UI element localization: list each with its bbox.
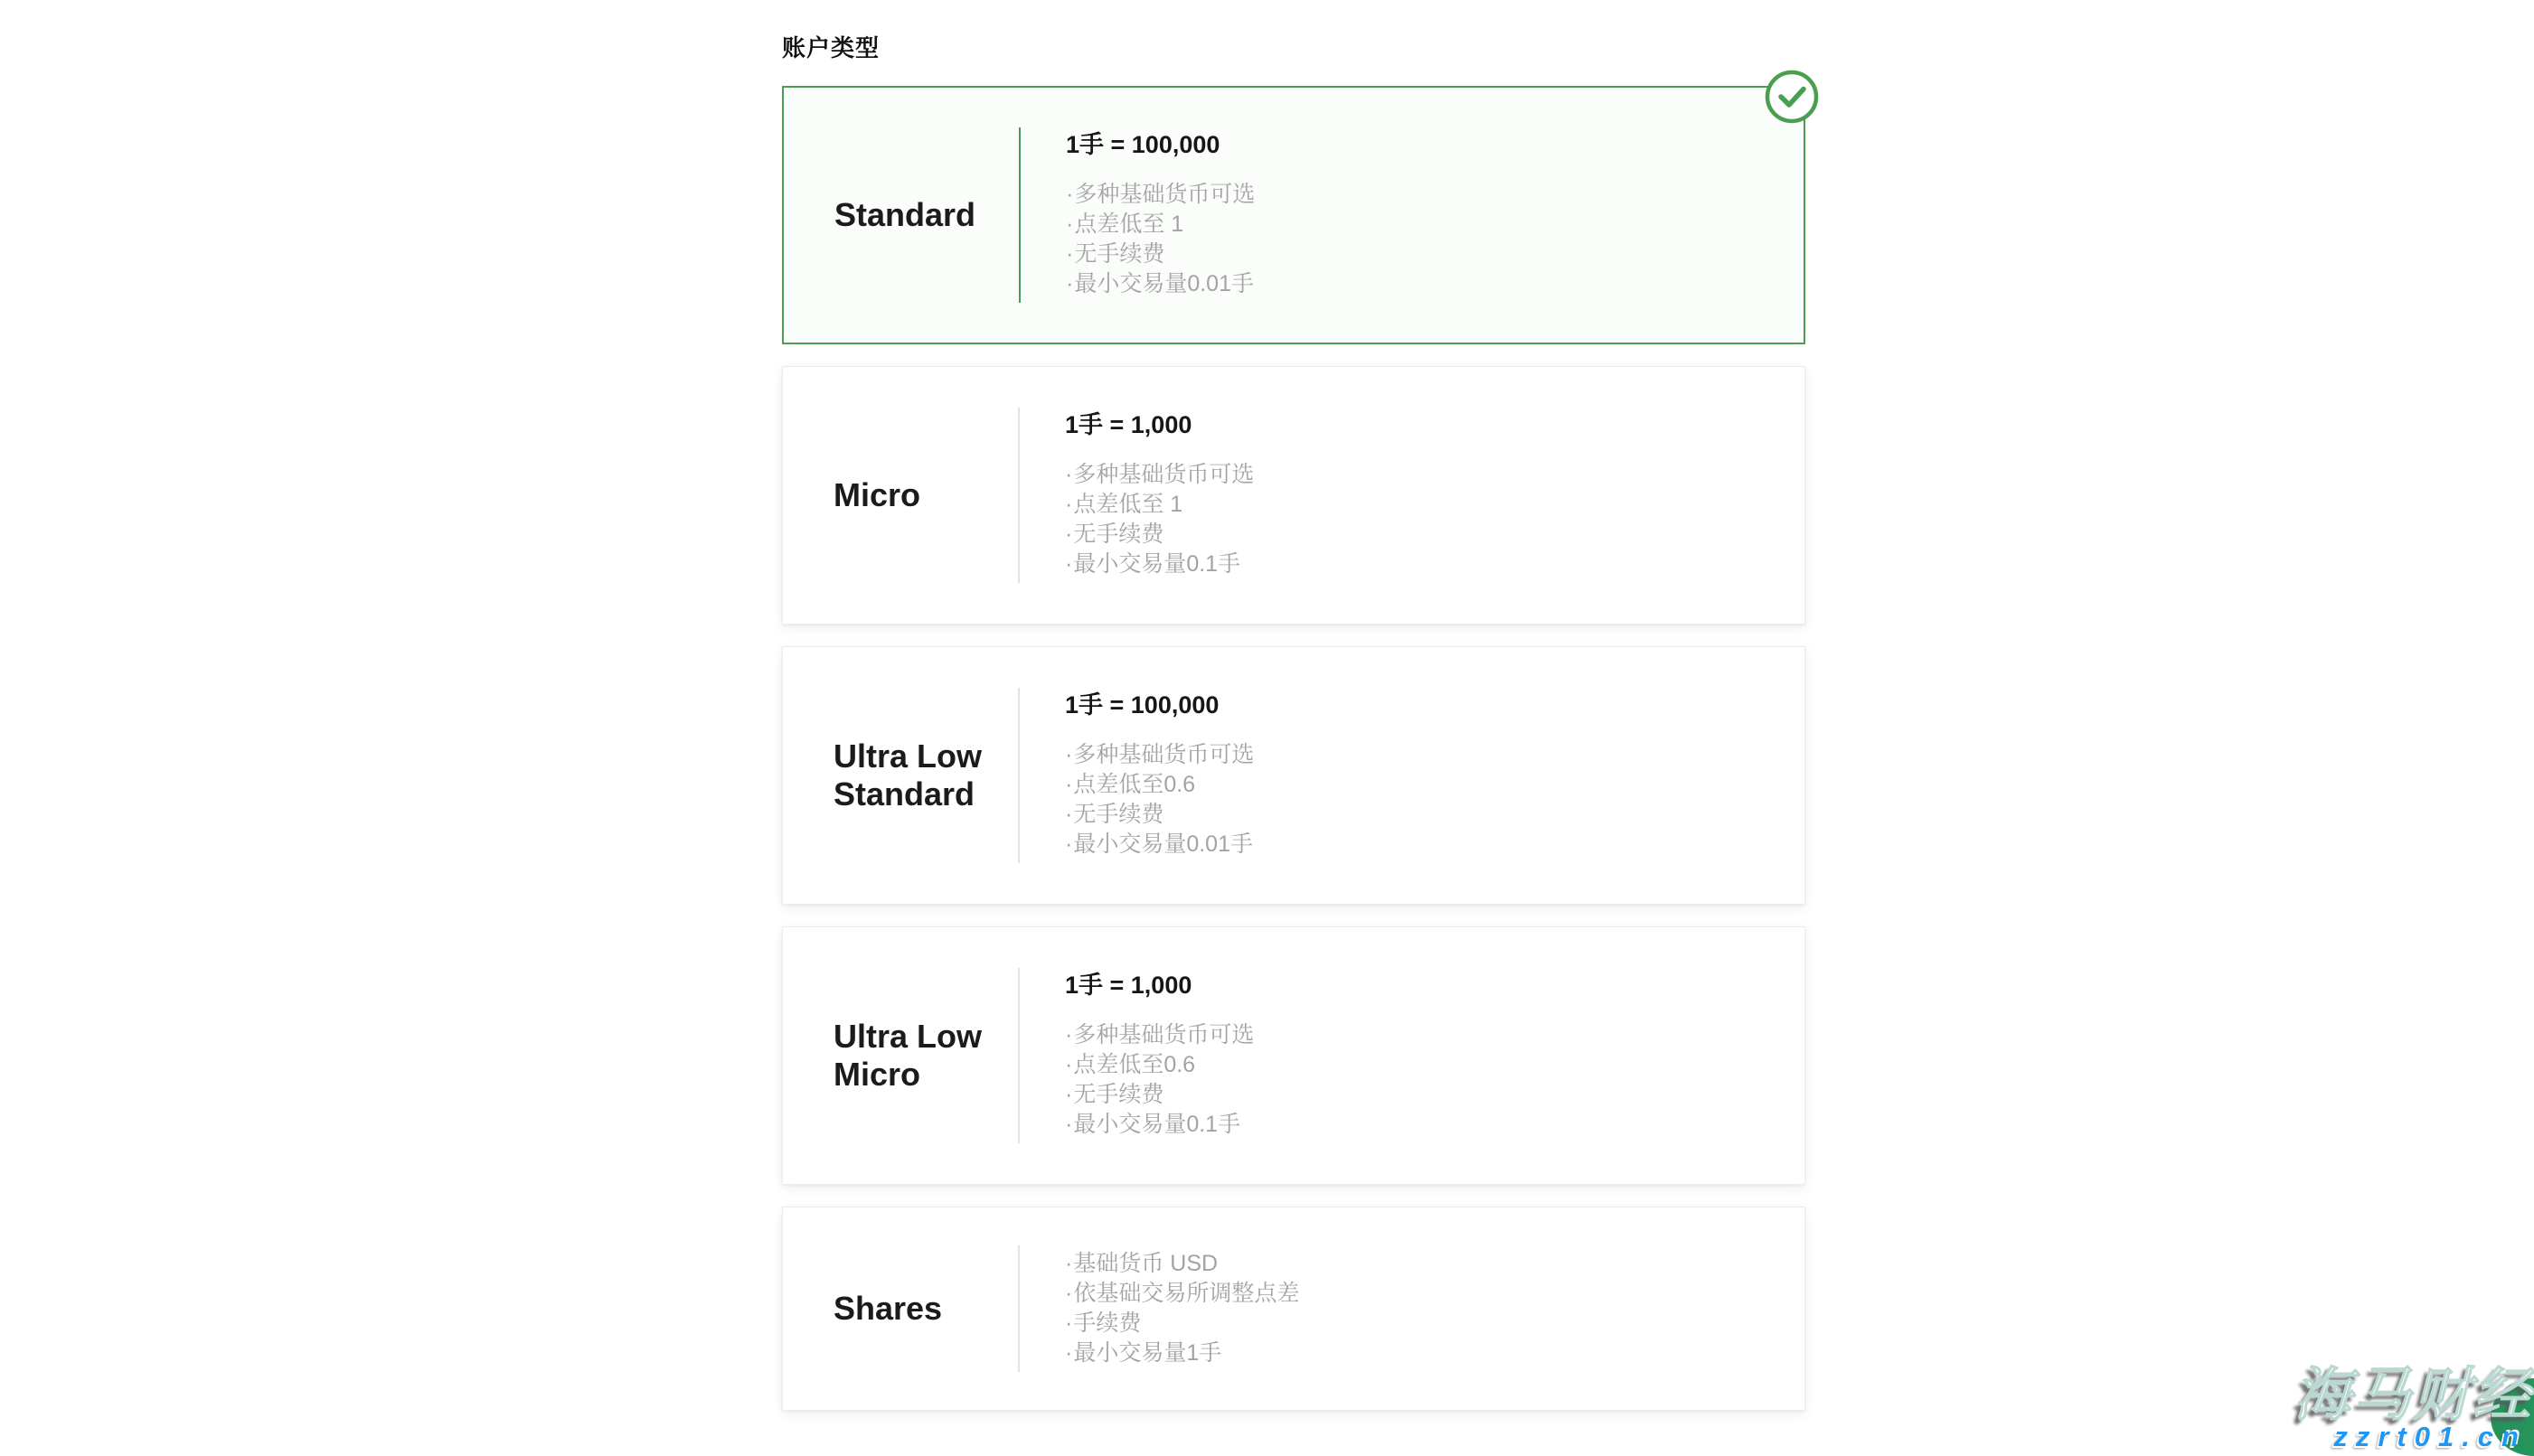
account-card-title: Shares xyxy=(834,1290,943,1327)
feature-item xyxy=(1065,770,1254,800)
feature-text: 点差低至 1 xyxy=(1074,211,1184,237)
bullet-dot-icon: · xyxy=(1066,271,1074,296)
feature-text: 多种基础货币可选 xyxy=(1073,742,1255,767)
account-card-title: Ultra Low Standard xyxy=(834,737,983,813)
feature-text: 点差低至0.6 xyxy=(1073,1052,1196,1077)
feature-item xyxy=(1065,520,1254,550)
feature-text: 手续费 xyxy=(1073,1310,1142,1336)
account-card-shares[interactable] xyxy=(782,1207,1805,1411)
feature-text: 基础货币 USD xyxy=(1073,1251,1219,1276)
bullet-dot-icon: · xyxy=(1065,1052,1073,1077)
lot-size-headline: 1手 = 100,000 xyxy=(1066,131,1220,158)
feature-text: 最小交易量0.1手 xyxy=(1073,551,1241,577)
watermark-url: zzrt01.cn xyxy=(2333,1421,2527,1452)
feature-item xyxy=(1065,1249,1299,1279)
account-card-title: Ultra Low Micro xyxy=(834,1018,983,1093)
account-card-details xyxy=(1018,688,1272,863)
feature-text: 多种基础货币可选 xyxy=(1073,462,1255,487)
bullet-dot-icon: · xyxy=(1065,831,1073,857)
feature-item xyxy=(1065,1339,1299,1368)
bullet-dot-icon: · xyxy=(1065,1310,1073,1336)
feature-text: 点差低至 1 xyxy=(1073,492,1183,517)
feature-text: 无手续费 xyxy=(1073,521,1164,547)
feature-item xyxy=(1065,1110,1254,1140)
bullet-dot-icon: · xyxy=(1065,462,1073,487)
feature-item xyxy=(1065,1309,1299,1339)
feature-text: 依基础交易所调整点差 xyxy=(1073,1281,1300,1306)
bullet-dot-icon: · xyxy=(1066,241,1074,267)
bullet-dot-icon: · xyxy=(1065,1340,1073,1366)
watermark xyxy=(2294,1362,2534,1452)
feature-text: 多种基础货币可选 xyxy=(1074,182,1256,207)
feature-text: 无手续费 xyxy=(1073,1082,1164,1107)
bullet-dot-icon: · xyxy=(1065,1251,1073,1276)
circled-checkmark-icon xyxy=(1765,70,1819,124)
account-card-details xyxy=(1018,968,1272,1143)
feature-item xyxy=(1065,1279,1299,1309)
bullet-dot-icon: · xyxy=(1065,1112,1073,1137)
feature-item xyxy=(1065,490,1254,520)
feature-text: 最小交易量1手 xyxy=(1073,1340,1222,1366)
feature-text: 最小交易量0.01手 xyxy=(1073,831,1253,857)
bullet-dot-icon: · xyxy=(1065,551,1073,577)
feature-item xyxy=(1065,1020,1254,1050)
bullet-dot-icon: · xyxy=(1066,211,1074,237)
lot-size-headline: 1手 = 1,000 xyxy=(1065,972,1192,999)
bullet-dot-icon: · xyxy=(1066,182,1074,207)
account-card-details xyxy=(1018,408,1272,583)
feature-item xyxy=(1065,830,1254,860)
feature-text: 最小交易量0.01手 xyxy=(1074,271,1254,296)
bullet-dot-icon: · xyxy=(1065,521,1073,547)
bullet-dot-icon: · xyxy=(1065,1281,1073,1306)
feature-text: 点差低至0.6 xyxy=(1073,772,1196,797)
feature-item xyxy=(1066,210,1255,240)
account-card-title: Micro xyxy=(834,476,921,513)
account-card-ultra-low-standard[interactable] xyxy=(782,646,1805,905)
feature-item xyxy=(1065,1050,1254,1080)
feature-item xyxy=(1066,269,1255,299)
account-card-details xyxy=(1019,127,1273,303)
bullet-dot-icon: · xyxy=(1065,802,1073,827)
feature-item xyxy=(1066,180,1255,210)
watermark-brand: 海马财经 xyxy=(2294,1362,2532,1427)
feature-text: 最小交易量0.1手 xyxy=(1073,1112,1241,1137)
account-card-details xyxy=(1018,1245,1317,1372)
feature-text: 无手续费 xyxy=(1074,241,1165,267)
feature-item xyxy=(1066,240,1255,269)
bullet-dot-icon: · xyxy=(1065,1022,1073,1047)
feature-item xyxy=(1065,740,1254,770)
account-card-title: Standard xyxy=(834,196,976,233)
account-type-section xyxy=(782,36,1805,1433)
lot-size-headline: 1手 = 1,000 xyxy=(1065,411,1192,438)
bullet-dot-icon: · xyxy=(1065,742,1073,767)
section-title: 账户类型 xyxy=(782,34,881,61)
bullet-dot-icon: · xyxy=(1065,772,1073,797)
feature-item xyxy=(1065,1080,1254,1110)
feature-item xyxy=(1065,800,1254,830)
lot-size-headline: 1手 = 100,000 xyxy=(1065,691,1220,719)
account-card-ultra-low-micro[interactable] xyxy=(782,926,1805,1185)
feature-text: 无手续费 xyxy=(1073,802,1164,827)
feature-item xyxy=(1065,460,1254,490)
bullet-dot-icon: · xyxy=(1065,1082,1073,1107)
bullet-dot-icon: · xyxy=(1065,492,1073,517)
account-card-standard[interactable] xyxy=(782,86,1805,344)
feature-item xyxy=(1065,550,1254,579)
feature-text: 多种基础货币可选 xyxy=(1073,1022,1255,1047)
account-card-micro[interactable] xyxy=(782,366,1805,625)
